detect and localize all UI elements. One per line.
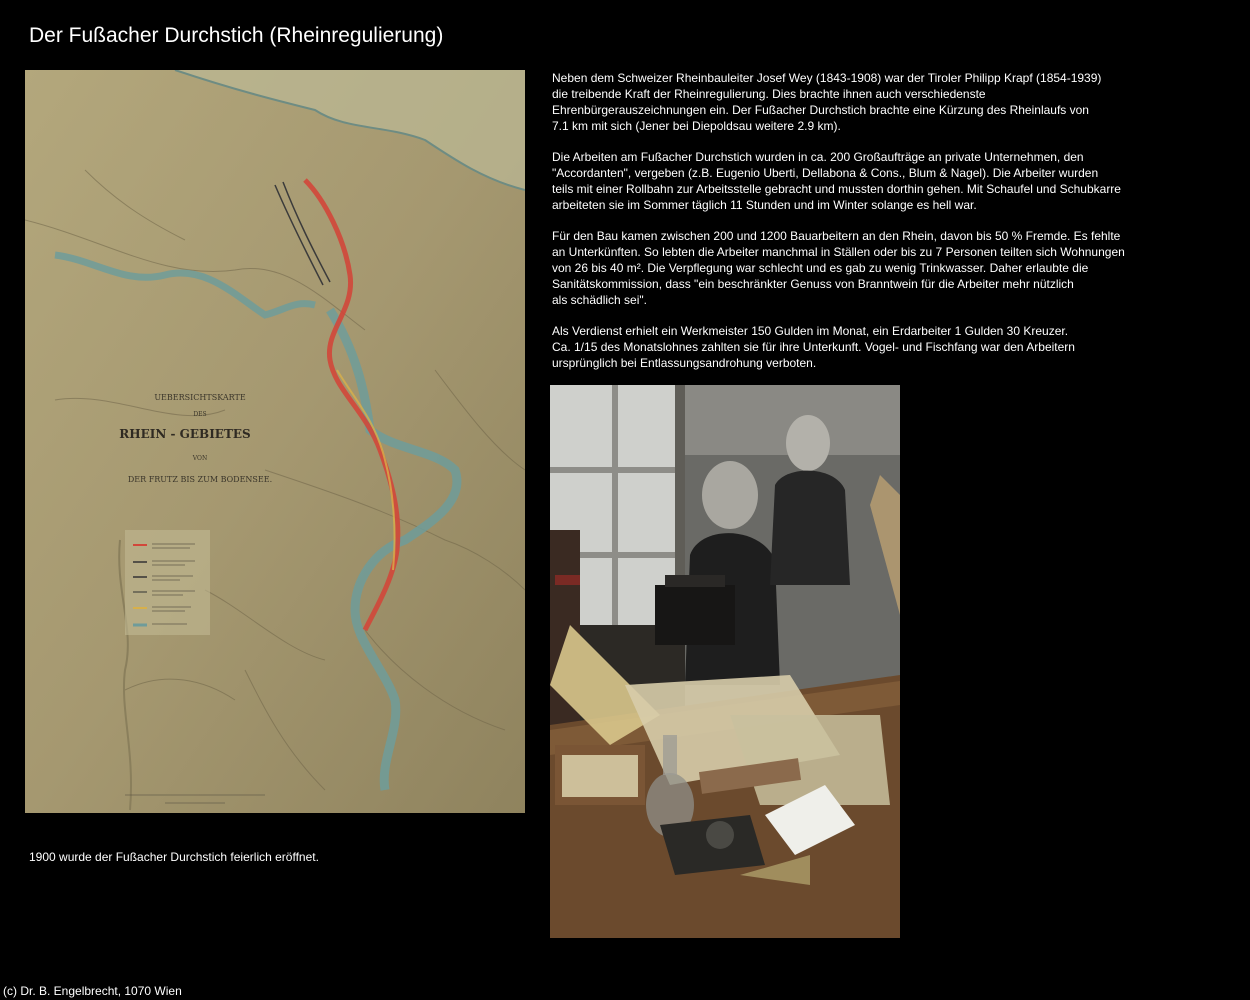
map-title-line2: DES <box>193 411 207 418</box>
text-line: teils mit einer Rollbahn zur Arbeitsstelle gebracht und mussten dorthin gehen. Mit Schaufel und Schubkarre <box>552 182 1121 196</box>
text-line: arbeiteten sie im Sommer täglich 11 Stunden und im Winter solange es hell war. <box>552 198 977 212</box>
text-line: an Unterkünften. So lebten die Arbeiter manchmal in Ställen oder bis zu 7 Personen teilten sich Wohnungen <box>552 245 1125 259</box>
text-line: Die Arbeiten am Fußacher Durchstich wurden in ca. 200 Großaufträge an private Unternehmen, den <box>552 150 1084 164</box>
desk-photo[interactable] <box>550 385 900 938</box>
text-line: ursprünglich bei Entlassungsandrohung verboten. <box>552 356 817 370</box>
text-line: "Accordanten", vergeben (z.B. Eugenio Uberti, Dellabona & Cons., Blum & Nagel). Die Arbeiter wurden <box>552 166 1099 180</box>
copyright-notice: (c) Dr. B. Engelbrecht, 1070 Wien <box>3 984 182 998</box>
paragraph-2 <box>552 149 1192 213</box>
text-line: Ehrenbürgerauszeichnungen ein. Der Fußacher Durchstich brachte eine Kürzung des Rheinlaufs von <box>552 103 1089 117</box>
map-title-line4: VON <box>192 455 208 462</box>
map-legend <box>125 530 210 635</box>
map-title-line3: RHEIN - GEBIETES <box>119 427 251 441</box>
page-title: Der Fußacher Durchstich (Rheinregulierung) <box>29 24 444 47</box>
text-column <box>552 70 1192 386</box>
paragraph-4 <box>552 323 1192 371</box>
text-line: die treibende Kraft der Rheinregulierung. Dies brachte ihnen auch verschiedenste <box>552 87 986 101</box>
text-line: Für den Bau kamen zwischen 200 und 1200 Bauarbeitern an den Rhein, davon bis 50 % Fremde. Es fehlte <box>552 229 1121 243</box>
paragraph-3 <box>552 228 1192 308</box>
text-line: als schädlich sei". <box>552 293 647 307</box>
text-line: Neben dem Schweizer Rheinbauleiter Josef Wey (1843-1908) war der Tiroler Philipp Krapf (1854-1939) <box>552 71 1102 85</box>
text-line: Als Verdienst erhielt ein Werkmeister 150 Gulden im Monat, ein Erdarbeiter 1 Gulden 30 Kreuzer. <box>552 324 1069 338</box>
map-illustration <box>25 70 525 813</box>
map-caption: 1900 wurde der Fußacher Durchstich feierlich eröffnet. <box>29 850 319 864</box>
desk-illustration <box>550 385 900 938</box>
text-line: 7.1 km mit sich (Jener bei Diepoldsau weitere 2.9 km). <box>552 119 841 133</box>
text-line: Ca. 1/15 des Monatslohnes zahlten sie für ihre Unterkunft. Vogel- und Fischfang war den Arbeitern <box>552 340 1075 354</box>
map-photo[interactable] <box>25 70 525 813</box>
text-line: von 26 bis 40 m². Die Verpflegung war schlecht und es gab zu wenig Trinkwasser. Daher erlaubte die <box>552 261 1089 275</box>
paragraph-1 <box>552 70 1192 134</box>
text-line: Sanitätskommission, dass "ein beschränkter Genuss von Branntwein für die Arbeiter mehr nützlich <box>552 277 1074 291</box>
map-title-line1: UEBERSICHTSKARTE <box>154 393 246 402</box>
map-title-line5: DER FRUTZ BIS ZUM BODENSEE. <box>127 475 273 484</box>
